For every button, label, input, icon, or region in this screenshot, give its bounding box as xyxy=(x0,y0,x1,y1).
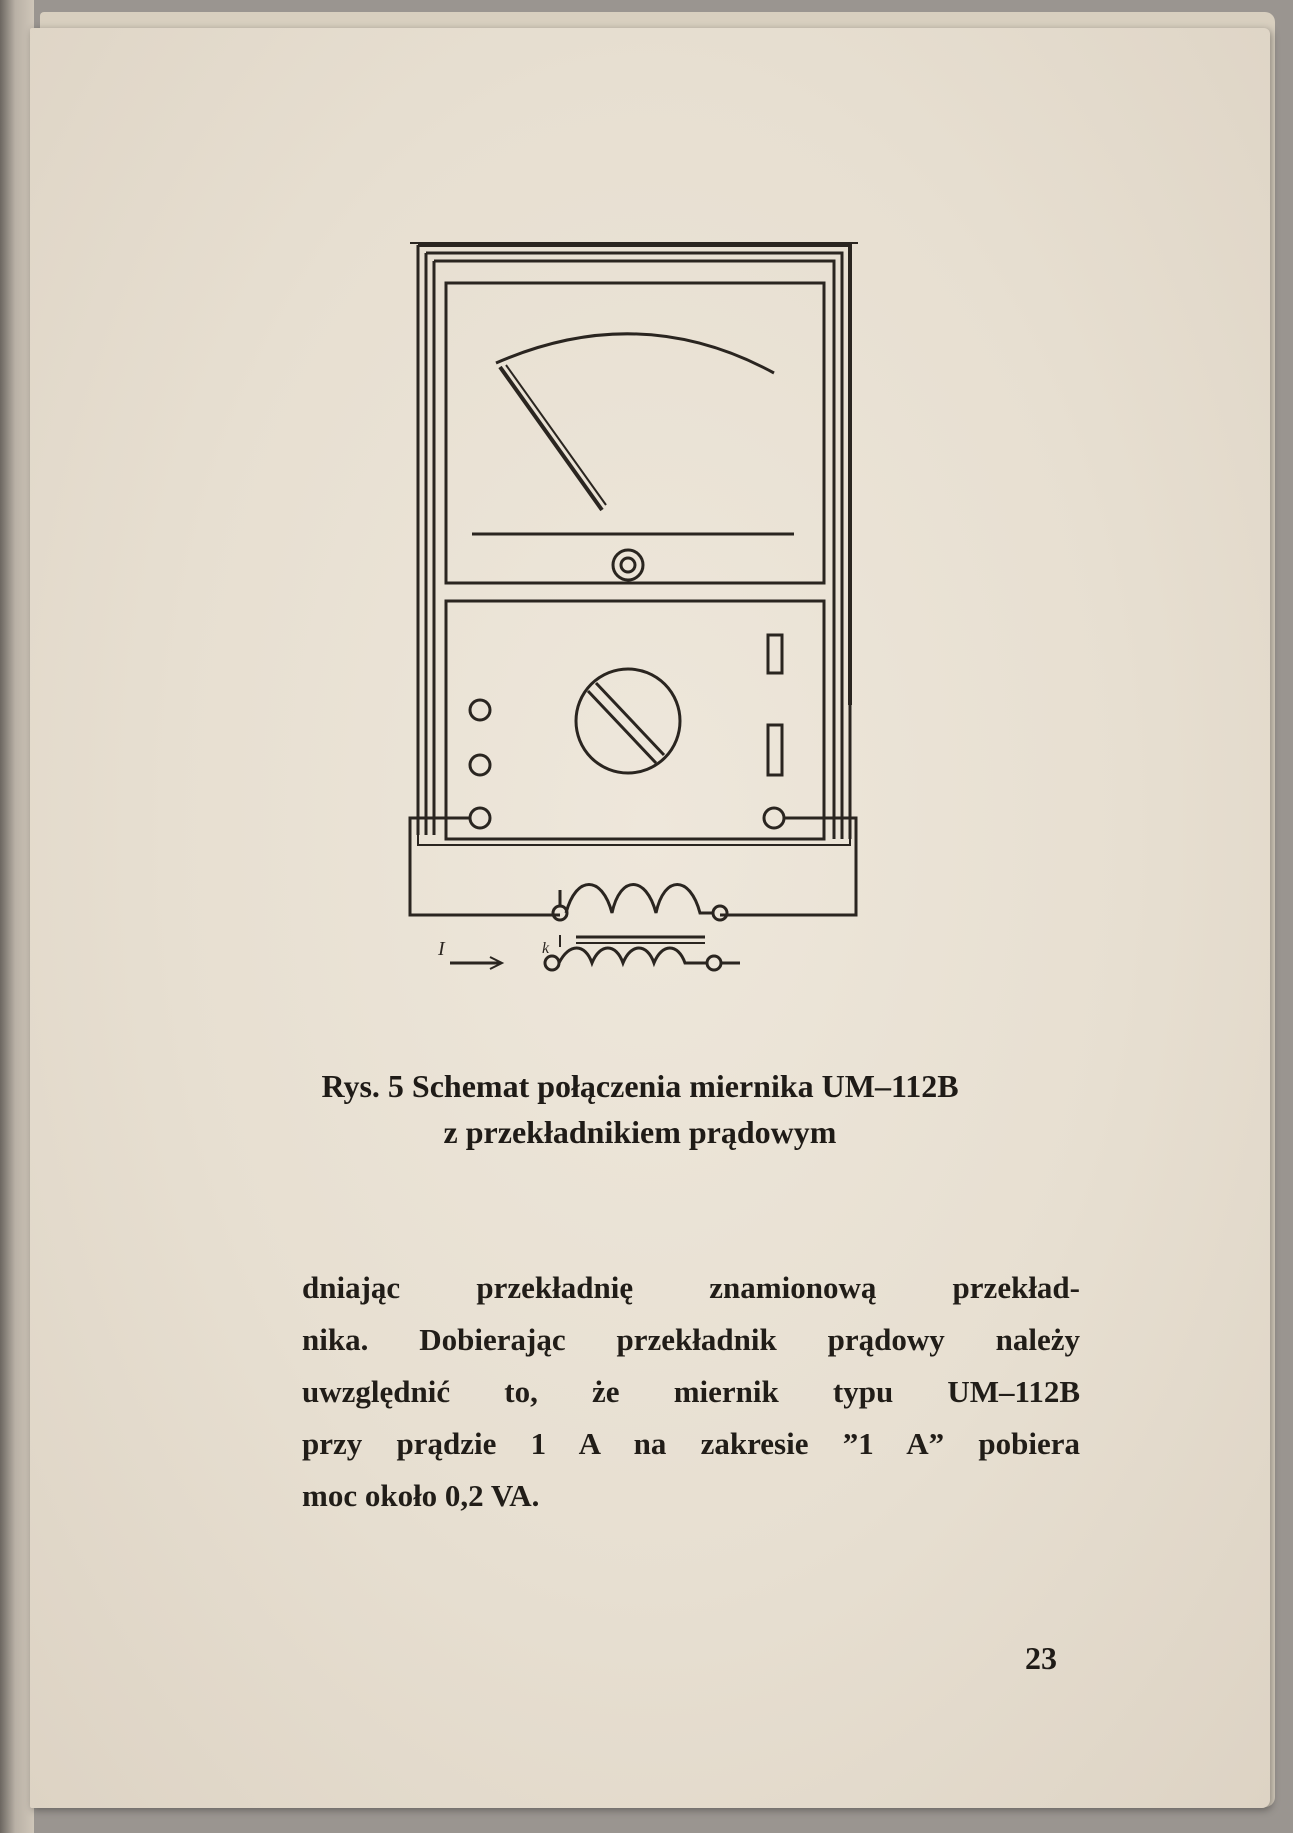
right-button-2 xyxy=(768,725,782,775)
terminal-right xyxy=(764,808,784,828)
ct-secondary-winding xyxy=(560,885,713,914)
book-spine-edge xyxy=(0,0,34,1833)
wire-right xyxy=(720,818,856,915)
body-line-4: przy prądzie 1 A na zakresie ”1 A” pobiera xyxy=(302,1426,1080,1461)
ct-secondary-terminal-left xyxy=(553,906,567,920)
meter-needle xyxy=(500,367,602,510)
caption-line-2: z przekładnikiem prądowym xyxy=(443,1114,837,1150)
meter-case-mid xyxy=(426,253,842,835)
body-line-2: nika. Dobierając przekładnik prądowy należy xyxy=(302,1322,1080,1357)
range-switch-knob xyxy=(576,669,680,773)
body-line-1: dniając przekładnię znamionową przekład- xyxy=(302,1270,1080,1305)
primary-current-label: I xyxy=(438,938,445,960)
zero-adjust-screw xyxy=(613,550,643,580)
ct-secondary-terminal-right xyxy=(713,906,727,920)
body-paragraph xyxy=(302,1262,1080,1522)
body-line-3: uwzględnić to, że miernik typu UM–112B xyxy=(302,1374,1080,1409)
caption-line-1: Rys. 5 Schemat połączenia miernika UM–112B xyxy=(321,1068,959,1104)
terminal-left-1 xyxy=(470,700,490,720)
figure-caption xyxy=(200,1063,1080,1155)
secondary-label: k xyxy=(542,940,550,957)
meter-scale-arc xyxy=(496,334,774,373)
body-line-5: moc około 0,2 VA. xyxy=(302,1478,540,1513)
meter-window xyxy=(446,283,824,583)
ct-primary-winding xyxy=(559,948,707,963)
ct-primary-terminal-right xyxy=(707,956,721,970)
terminal-left-2 xyxy=(470,755,490,775)
terminal-left-3 xyxy=(470,808,490,828)
ct-primary-terminal-left xyxy=(545,956,559,970)
diagram-svg xyxy=(380,235,980,995)
meter-case-inner xyxy=(434,261,834,835)
right-button-1 xyxy=(768,635,782,673)
page-number: 23 xyxy=(1025,1640,1057,1676)
meter-connection-diagram xyxy=(380,235,980,995)
meter-case-outer xyxy=(418,245,850,705)
